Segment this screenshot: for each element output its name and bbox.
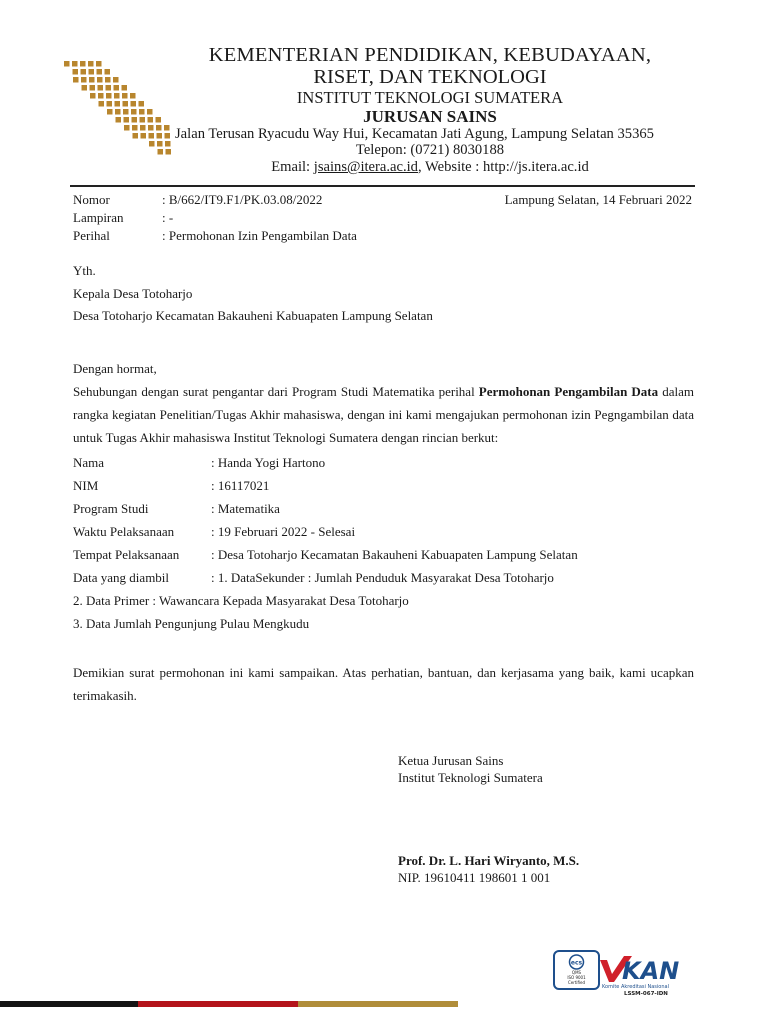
website-text: , Website : http://js.itera.ac.id	[417, 159, 589, 175]
logo-dot	[81, 77, 87, 83]
perihal-value: : Permohonan Izin Pengambilan Data	[162, 228, 357, 243]
nomor-label: Nomor	[73, 192, 110, 207]
certified-text: Certified	[567, 980, 586, 985]
email-prefix: Email:	[271, 159, 314, 175]
detail-value: : 1. DataSekunder : Jumlah Penduduk Masyarakat Desa Totoharjo	[211, 570, 554, 585]
detail-value: : 19 Februari 2022 - Selesai	[211, 524, 356, 539]
letter-date: Lampung Selatan, 14 Februari 2022	[504, 192, 692, 207]
recipient-name: Kepala Desa Totoharjo	[73, 286, 193, 301]
footer-bar-black	[0, 1001, 138, 1007]
logo-dot	[114, 93, 120, 99]
nomor-value: : B/662/IT9.F1/PK.03.08/2022	[162, 192, 323, 207]
intro-bold-subject: Permohonan Pengambilan Data	[478, 384, 659, 399]
logo-dot	[73, 77, 79, 83]
logo-dot	[64, 61, 70, 67]
logo-dot	[113, 77, 119, 83]
contact-line	[120, 159, 740, 176]
closing-paragraph: Demikian surat permohonan ini kami sampaikan. Atas perhatian, bantuan, dan kerjasama yang baik, kami ucapkan terimakasih.	[73, 665, 694, 703]
detail-label: Nama	[73, 455, 105, 470]
logo-dot	[72, 61, 78, 67]
logo-dot	[114, 85, 120, 91]
intro-text-b: dalam rangka kegiatan Penelitian/Tugas Akhir mahasiswa, dengan ini kami mengajukan permohonan izin Pegngambilan data untuk Tugas Akhir mahasiswa Institut Teknologi Sumatera dengan rincian berkut:	[73, 384, 694, 445]
logo-dot	[107, 109, 113, 115]
logo-dot	[88, 61, 94, 67]
logo-dot	[96, 61, 102, 67]
logo-dot	[106, 85, 112, 91]
detail-label: Program Studi	[73, 501, 149, 516]
data-item-3: 3. Data Jumlah Pengunjung Pulau Mengkudu	[73, 616, 310, 631]
logo-dot	[105, 77, 111, 83]
logo-dot	[165, 133, 171, 139]
logo-dot	[107, 101, 113, 107]
logo-dot	[98, 85, 104, 91]
signer-institution: Institut Teknologi Sumatera	[398, 770, 543, 785]
detail-value: : Handa Yogi Hartono	[211, 455, 326, 470]
logo-dot	[157, 133, 163, 139]
lampiran-label: Lampiran	[73, 210, 124, 225]
logo-dot	[73, 69, 79, 75]
logo-dot	[149, 133, 155, 139]
detail-label: Tempat Pelaksanaan	[73, 547, 180, 562]
logo-dot	[97, 69, 103, 75]
iso-text: ISO 9001	[567, 975, 586, 980]
logo-dot	[97, 77, 103, 83]
data-item-2: 2. Data Primer : Wawancara Kepada Masyarakat Desa Totoharjo	[73, 593, 409, 608]
detail-label: Waktu Pelaksanaan	[73, 524, 175, 539]
logo-dot	[90, 85, 96, 91]
ecs-iso-icon	[555, 952, 598, 988]
detail-value: : 16117021	[211, 478, 270, 493]
ecs-iso-badge	[553, 950, 600, 990]
kan-code: LSSM-067-IDN	[624, 991, 668, 996]
footer-bar-red	[138, 1001, 298, 1007]
salutation-yth: Yth.	[73, 263, 96, 278]
department-name: JURUSAN SAINS	[363, 107, 497, 126]
ecs-text: ecs	[570, 959, 583, 967]
phone-line: Telepon: (0721) 8030188	[355, 142, 505, 158]
email-link[interactable]: jsains@itera.ac.id	[313, 159, 418, 175]
logo-dot	[105, 69, 111, 75]
signer-nip: NIP. 19610411 198601 1 001	[398, 870, 551, 885]
logo-dot	[82, 85, 88, 91]
detail-value: : Matematika	[211, 501, 280, 516]
ministry-line2: RISET, DAN TEKNOLOGI	[313, 66, 547, 88]
logo-dot	[80, 61, 86, 67]
perihal-label: Perihal	[73, 228, 110, 243]
intro-paragraph	[73, 380, 694, 449]
logo-dot	[141, 133, 147, 139]
header-divider	[70, 185, 695, 187]
lampiran-value: : -	[162, 210, 174, 225]
institute-name: INSTITUT TEKNOLOGI SUMATERA	[296, 88, 564, 107]
address-line: Jalan Terusan Ryacudu Way Hui, Kecamatan Jati Agung, Lampung Selatan 35365	[175, 126, 654, 142]
signer-title: Ketua Jurusan Sains	[398, 753, 504, 768]
logo-dot	[89, 77, 95, 83]
logo-dot	[98, 93, 104, 99]
kan-subtitle: Komite Akreditasi Nasional	[602, 984, 669, 990]
ministry-line1: KEMENTERIAN PENDIDIKAN, KEBUDAYAAN,	[208, 44, 652, 66]
kan-text: KAN	[622, 957, 680, 985]
recipient-address: Desa Totoharjo Kecamatan Bakauheni Kabuapaten Lampung Selatan	[73, 308, 433, 323]
greeting: Dengan hormat,	[73, 361, 157, 376]
logo-dot	[99, 101, 105, 107]
detail-label: NIM	[73, 478, 99, 493]
logo-dot	[133, 133, 139, 139]
detail-label: Data yang diambil	[73, 570, 170, 585]
footer-bar-gold	[298, 1001, 458, 1007]
logo-dot	[90, 93, 96, 99]
kan-logo-icon	[598, 950, 708, 996]
detail-value: : Desa Totoharjo Kecamatan Bakauheni Kabuapaten Lampung Selatan	[211, 547, 578, 562]
signer-name: Prof. Dr. L. Hari Wiryanto, M.S.	[398, 853, 580, 868]
logo-dot	[81, 69, 87, 75]
logo-dot	[89, 69, 95, 75]
qms-text: QMS	[571, 970, 582, 975]
intro-text-a: Sehubungan dengan surat pengantar dari Program Studi Matematika perihal	[73, 384, 479, 399]
logo-dot	[106, 93, 112, 99]
